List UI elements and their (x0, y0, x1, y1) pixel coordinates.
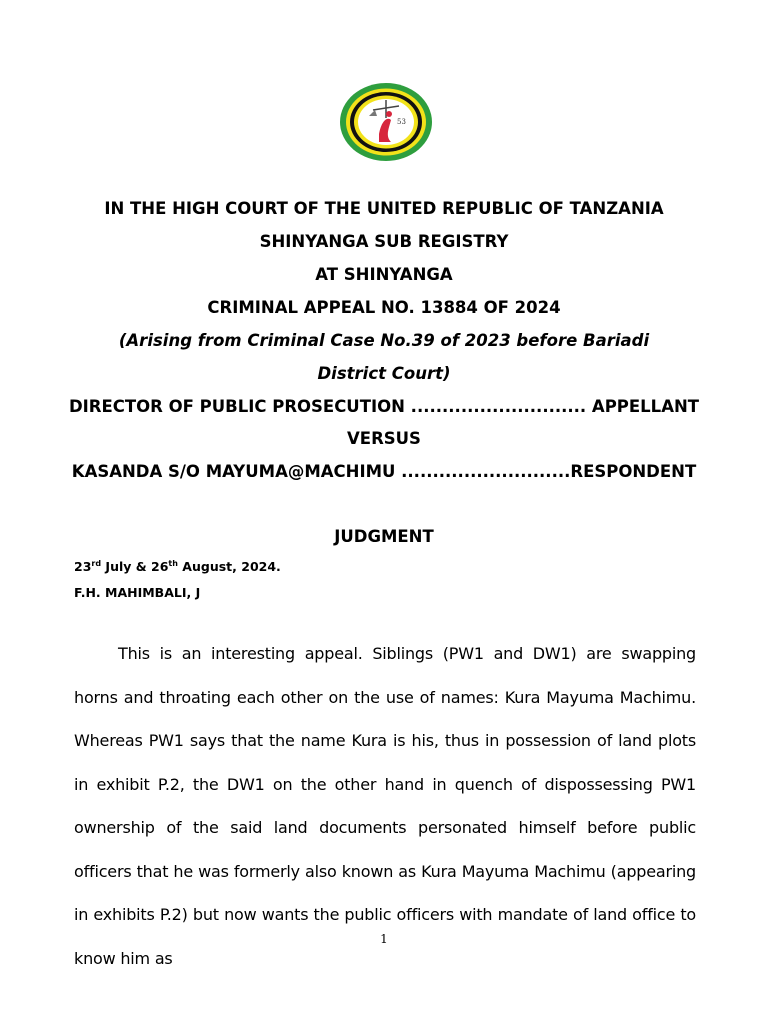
judgment-paragraph: This is an interesting appeal. Siblings (PW1 and DW1) are swapping horns and throating each other on the use of names: Kura Mayuma Machimu. Whereas PW1 says that the name Kura is his, thus in possession of land plots in exhibit P.2, the DW1 on the other hand in quench of dispossessing PW1 ownership of the said land documents personated himself before public officers that he was formerly also known as Kura Mayuma Machimu (appearing in exhibits P.2) but now wants the public officers with mandate of land office to know him as (74, 644, 696, 968)
registry-name: SHINYANGA SUB REGISTRY (259, 232, 509, 251)
hearing-dates (74, 559, 281, 574)
date-suffix-1: rd (91, 559, 102, 568)
judgment-title: JUDGMENT (334, 527, 434, 546)
judiciary-emblem (339, 82, 433, 162)
court-name: IN THE HIGH COURT OF THE UNITED REPUBLIC OF TANZANIA (104, 199, 664, 218)
date-suffix-2: th (168, 559, 178, 568)
appellant-line: DIRECTOR OF PUBLIC PROSECUTION ............................ APPELLANT (68, 397, 700, 416)
judge-name: F.H. MAHIMBALI, J (74, 585, 201, 600)
arising-from-note: (Arising from Criminal Case No.39 of 2023 before Bariadi District Court) (118, 331, 650, 383)
versus-label: VERSUS (347, 429, 421, 448)
date-day-1: 23 (74, 559, 92, 575)
page-number: 1 (380, 932, 388, 946)
case-number: CRIMINAL APPEAL NO. 13884 OF 2024 (207, 298, 561, 317)
date-rest: August, 2024. (177, 559, 281, 575)
svg-text:53: 53 (397, 118, 406, 126)
respondent-line: KASANDA S/O MAYUMA@MACHIMU ...........................RESPONDENT (71, 462, 697, 481)
court-location: AT SHINYANGA (315, 265, 453, 284)
date-month-1: July & 26 (101, 559, 169, 575)
judgment-body (74, 632, 696, 980)
